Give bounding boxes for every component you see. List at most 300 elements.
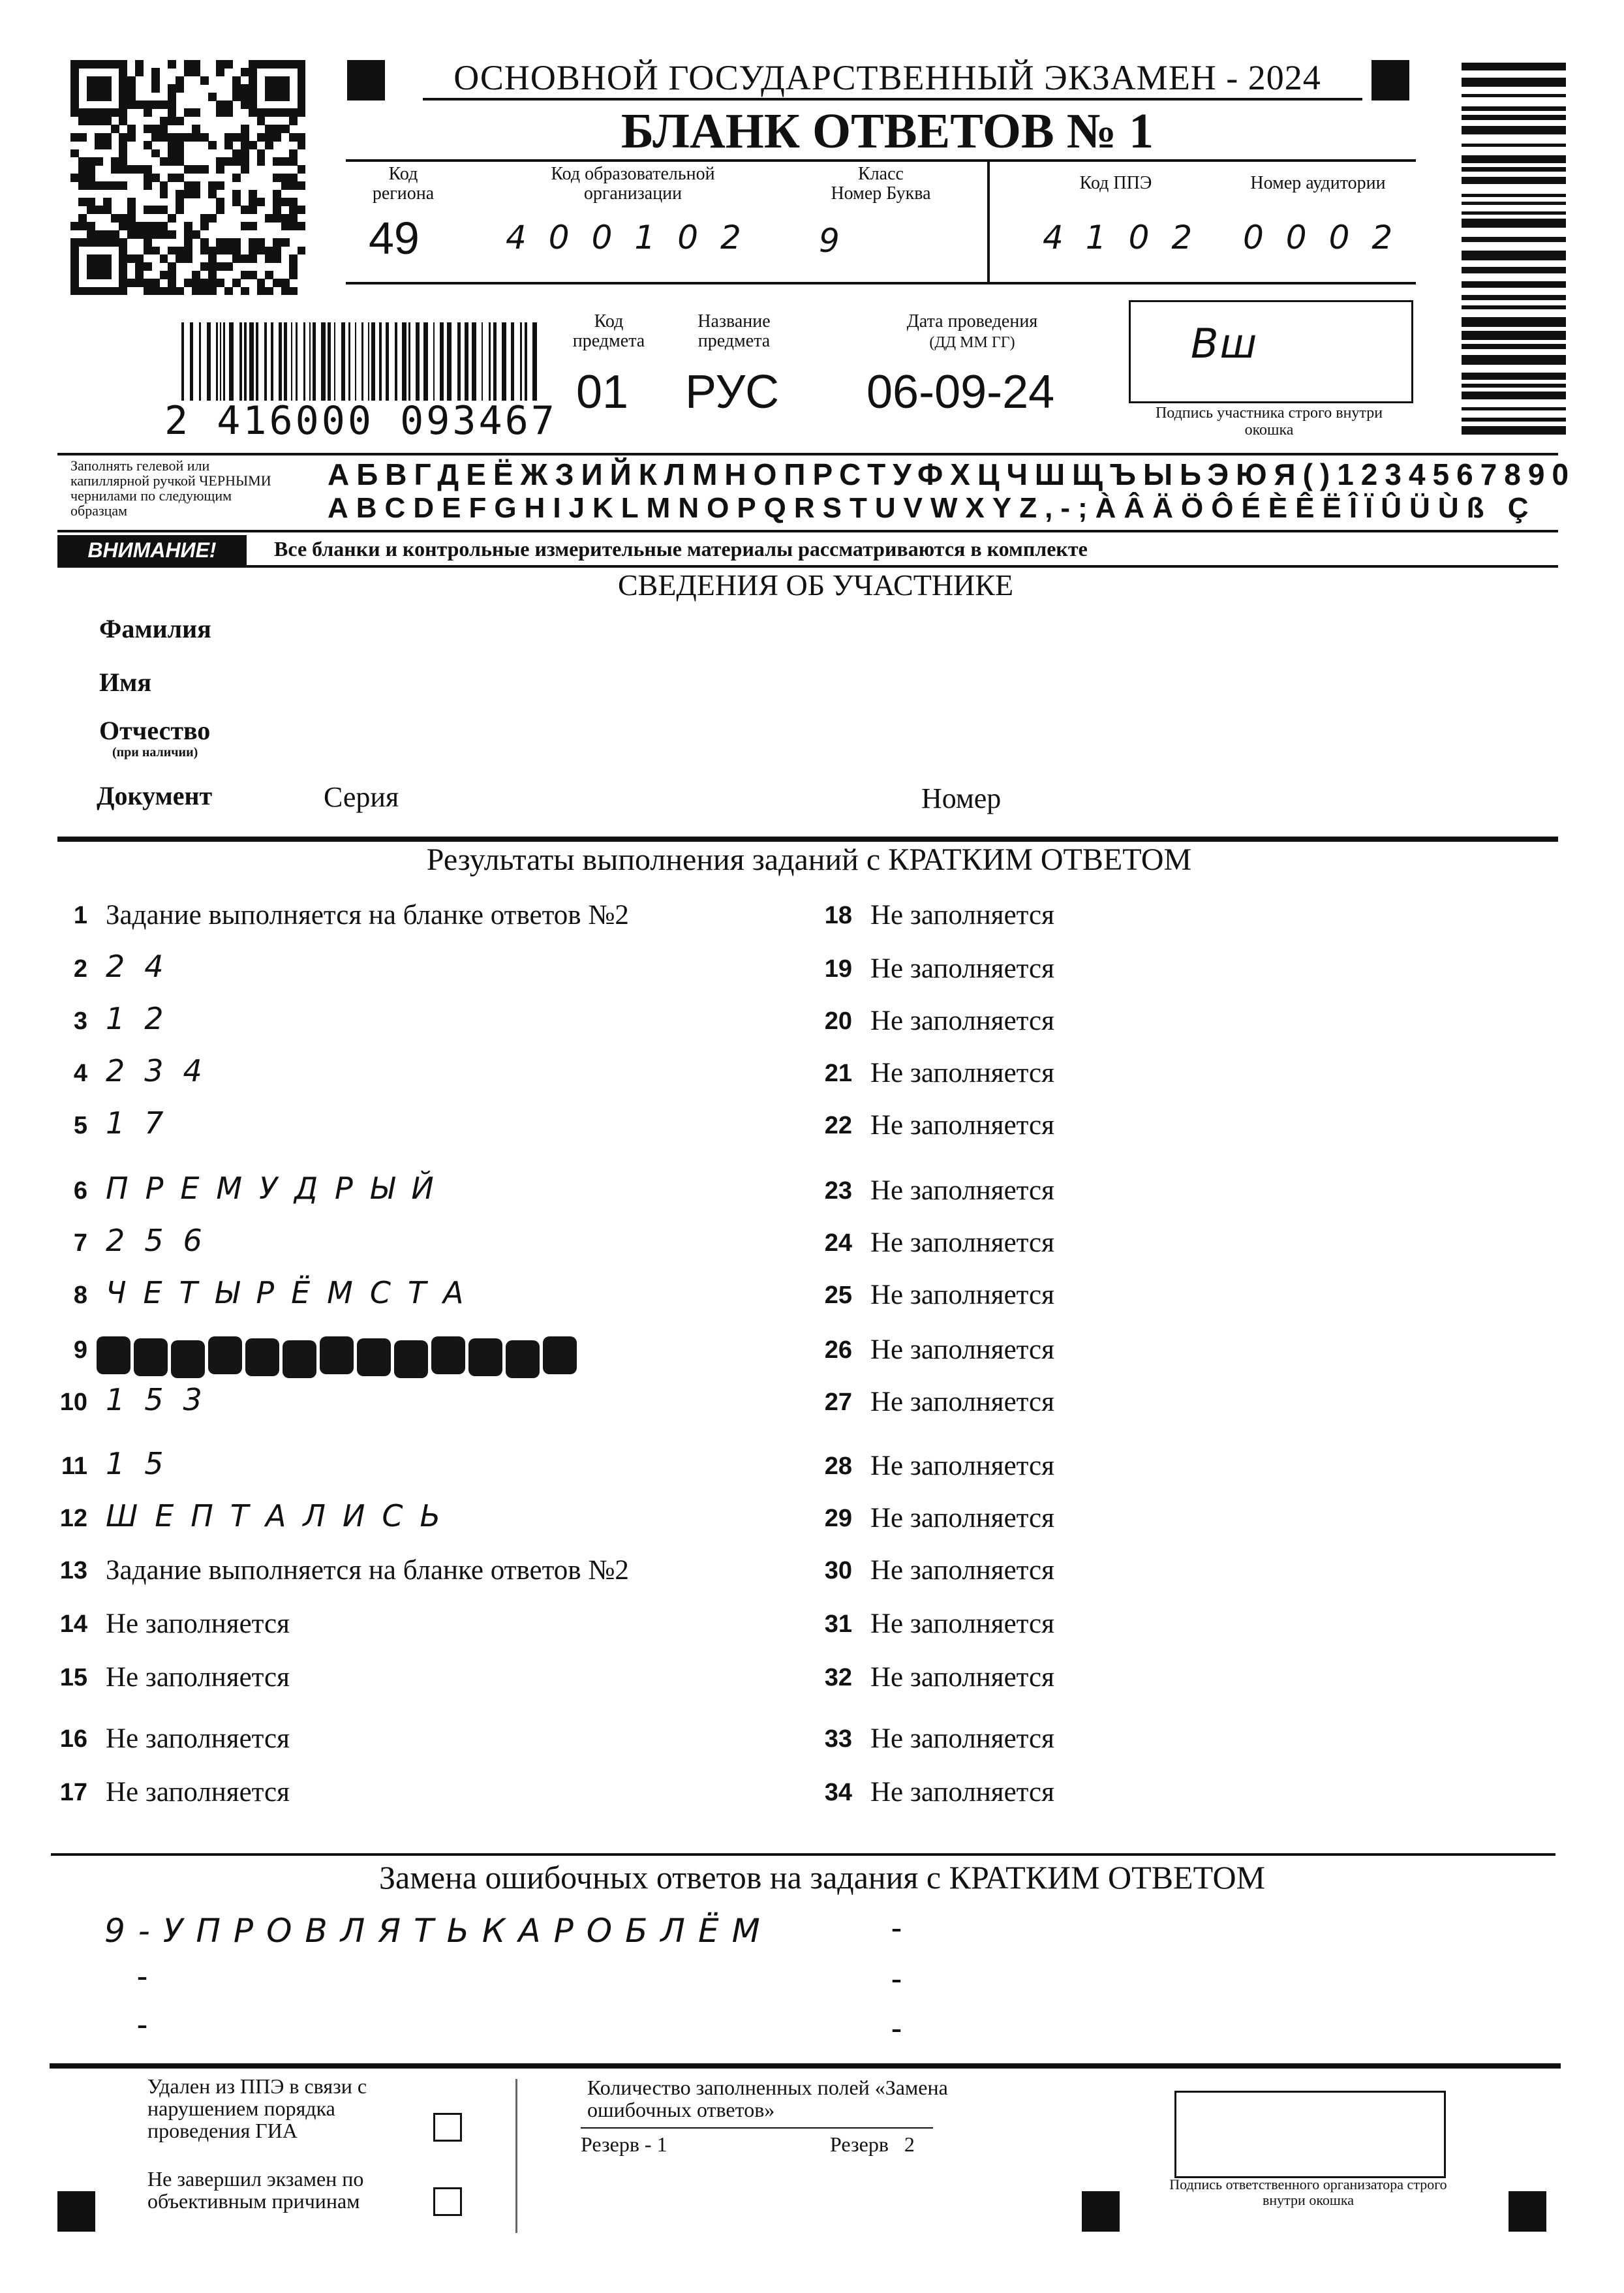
- side-barcode-bar: [1462, 407, 1566, 410]
- qr-module: [78, 60, 87, 69]
- main-barcode-bar: [279, 322, 282, 401]
- qr-module: [249, 60, 257, 69]
- redaction-blob: [357, 1338, 391, 1376]
- qr-module: [127, 100, 136, 109]
- qr-module: [160, 254, 168, 263]
- side-barcode-bar: [1462, 219, 1566, 228]
- qr-module: [135, 230, 144, 239]
- qr-module: [265, 254, 273, 263]
- samples-bottom-rule: [57, 530, 1558, 532]
- main-barcode-bar: [321, 322, 326, 401]
- right-task-answer: Не заполняется: [870, 1280, 1054, 1310]
- qr-module: [87, 60, 95, 69]
- qr-module: [265, 271, 273, 279]
- qr-module: [168, 262, 176, 271]
- qr-module: [127, 214, 136, 223]
- qr-module: [265, 141, 273, 149]
- left-task-number: 1: [73, 902, 87, 929]
- main-barcode-bar: [525, 322, 527, 401]
- replacement-bottom-rule: [50, 2063, 1561, 2069]
- qr-module: [111, 287, 119, 296]
- main-barcode-bar: [244, 322, 247, 401]
- qr-module: [103, 60, 112, 69]
- qr-module: [249, 247, 257, 255]
- qr-module: [144, 174, 152, 182]
- reserve-1: Резерв - 1: [581, 2132, 667, 2156]
- qr-module: [168, 60, 176, 69]
- main-barcode-bar: [249, 322, 254, 401]
- left-task-answer: Не заполняется: [106, 1662, 290, 1693]
- replacement-dash-3-right: -: [891, 2010, 902, 2045]
- qr-module: [216, 262, 224, 271]
- qr-module: [241, 254, 249, 263]
- side-barcode-bar: [1462, 344, 1566, 349]
- qr-module: [70, 149, 79, 158]
- qr-module: [241, 222, 249, 230]
- qr-module: [281, 214, 290, 223]
- right-task-number: 24: [824, 1229, 852, 1257]
- qr-module: [176, 287, 184, 296]
- qr-module: [281, 174, 290, 182]
- qr-module: [103, 108, 112, 117]
- qr-module: [192, 165, 200, 174]
- qr-module: [298, 222, 306, 230]
- qr-module: [281, 287, 290, 296]
- qr-module: [281, 222, 290, 230]
- region-value: 49: [369, 213, 420, 264]
- replacement-dash-1-right: -: [891, 1910, 902, 1945]
- qr-module: [273, 214, 281, 223]
- qr-module: [184, 165, 192, 174]
- qr-module: [95, 262, 103, 271]
- right-task-answer: Не заполняется: [870, 1451, 1054, 1481]
- qr-module: [151, 84, 160, 93]
- qr-module: [119, 287, 127, 296]
- main-barcode-bar: [520, 322, 522, 401]
- main-barcode-bar: [334, 322, 335, 401]
- qr-module: [192, 125, 200, 133]
- qr-module: [95, 254, 103, 263]
- qr-module: [289, 254, 298, 263]
- qr-module: [184, 108, 192, 117]
- qr-module: [151, 125, 160, 133]
- main-barcode-bar: [368, 322, 369, 401]
- right-task-number: 20: [824, 1008, 852, 1035]
- samples-cyrillic: АБВГДЕЁЖЗИЙКЛМНОПРСТУФХЦЧШЩЪЫЬЭЮЯ()1234567890: [328, 457, 1576, 491]
- qr-module: [78, 238, 87, 247]
- surname-label: Фамилия: [99, 614, 211, 643]
- qr-module: [168, 93, 176, 101]
- main-barcode-bar: [229, 322, 234, 401]
- qr-module: [208, 141, 217, 149]
- qr-module: [232, 157, 241, 166]
- qr-module: [184, 133, 192, 142]
- qr-module: [160, 287, 168, 296]
- qr-module: [241, 68, 249, 76]
- org-code-label: Код образовательной организации: [551, 164, 715, 204]
- left-task-answer: Задание выполняется на бланке ответов №2: [106, 1555, 629, 1586]
- main-barcode-bar: [472, 322, 476, 401]
- qr-module: [224, 238, 233, 247]
- qr-module: [176, 117, 184, 125]
- qr-module: [232, 149, 241, 158]
- main-barcode-bar: [220, 322, 221, 401]
- main-barcode-bar: [355, 322, 356, 401]
- qr-module: [232, 198, 241, 206]
- qr-module: [168, 149, 176, 158]
- qr-module: [289, 262, 298, 271]
- main-barcode-bar: [423, 322, 428, 401]
- qr-module: [78, 174, 87, 182]
- qr-module: [273, 84, 281, 93]
- qr-module: [103, 117, 112, 125]
- qr-module: [184, 238, 192, 247]
- subject-name-value: РУС: [685, 366, 780, 418]
- right-task-number: 32: [824, 1664, 852, 1691]
- qr-module: [232, 238, 241, 247]
- qr-module: [119, 254, 127, 263]
- qr-module: [289, 214, 298, 223]
- side-barcode-bar: [1462, 211, 1566, 215]
- left-task-answer: Не заполняется: [106, 1608, 290, 1639]
- qr-module: [241, 84, 249, 93]
- main-barcode-bar: [502, 322, 506, 401]
- class-value: 9: [819, 222, 862, 260]
- redaction-blob: [171, 1340, 205, 1378]
- main-barcode-bar: [465, 322, 468, 401]
- ppe-label: Код ППЭ: [1079, 173, 1152, 193]
- qr-module: [95, 93, 103, 101]
- subject-code-value: 01: [576, 366, 629, 418]
- main-barcode-bar: [328, 322, 331, 401]
- qr-module: [200, 238, 209, 247]
- qr-module: [87, 181, 95, 190]
- side-barcode-bar: [1462, 355, 1566, 365]
- qr-module: [273, 93, 281, 101]
- registration-mark-bottom-right: [1509, 2191, 1546, 2232]
- redaction-blob: [431, 1336, 465, 1374]
- qr-module: [265, 108, 273, 117]
- qr-module: [103, 206, 112, 214]
- qr-module: [200, 262, 209, 271]
- right-task-answer: Не заполняется: [870, 1387, 1054, 1417]
- qr-module: [127, 230, 136, 239]
- qr-module: [289, 181, 298, 190]
- results-bottom-rule: [51, 1853, 1555, 1856]
- qr-module: [95, 271, 103, 279]
- qr-module: [78, 181, 87, 190]
- qr-module: [298, 68, 306, 76]
- qr-module: [200, 165, 209, 174]
- qr-module: [119, 262, 127, 271]
- left-task-answer: 17: [106, 1105, 183, 1141]
- side-barcode-bar: [1462, 237, 1566, 242]
- main-barcode-bar: [271, 322, 273, 401]
- barcode-digits: 2 416000 093467: [164, 398, 557, 444]
- warning-badge: ВНИМАНИЕ!: [57, 535, 247, 565]
- left-task-answer: ШЕПТАЛИСЬ: [106, 1498, 458, 1533]
- qr-module: [70, 174, 79, 182]
- qr-module: [200, 287, 209, 296]
- right-task-answer: Не заполняется: [870, 1503, 1054, 1533]
- left-task-number: 4: [73, 1060, 87, 1087]
- qr-module: [208, 262, 217, 271]
- qr-module: [119, 157, 127, 166]
- main-barcode-bar: [493, 322, 497, 401]
- main-barcode-bar: [296, 322, 298, 401]
- qr-module: [289, 271, 298, 279]
- qr-module: [103, 84, 112, 93]
- qr-module: [87, 287, 95, 296]
- qr-module: [111, 125, 119, 133]
- qr-module: [70, 133, 79, 142]
- qr-module: [249, 222, 257, 230]
- qr-module: [249, 141, 257, 149]
- qr-module: [70, 108, 79, 117]
- left-task-answer: Задание выполняется на бланке ответов №2: [106, 900, 629, 931]
- qr-module: [95, 84, 103, 93]
- qr-module: [257, 247, 266, 255]
- org-code-value: 400102: [506, 219, 763, 256]
- qr-module: [289, 287, 298, 296]
- main-barcode-bar: [416, 322, 420, 401]
- qr-module: [249, 198, 257, 206]
- qr-module: [273, 133, 281, 142]
- qr-module: [281, 108, 290, 117]
- qr-module: [281, 157, 290, 166]
- qr-module: [289, 206, 298, 214]
- qr-module: [144, 141, 152, 149]
- main-barcode-bar: [489, 322, 491, 401]
- main-barcode-bar: [402, 322, 406, 401]
- qr-module: [224, 247, 233, 255]
- qr-module: [273, 206, 281, 214]
- qr-module: [70, 238, 79, 247]
- qr-module: [119, 76, 127, 85]
- qr-module: [151, 76, 160, 85]
- qr-module: [70, 271, 79, 279]
- qr-module: [87, 93, 95, 101]
- not-finished-checkbox[interactable]: [433, 2187, 462, 2216]
- qr-module: [151, 287, 160, 296]
- qr-module: [111, 108, 119, 117]
- qr-module: [208, 181, 217, 190]
- registration-mark-bottom-mid: [1082, 2191, 1120, 2232]
- qr-module: [78, 157, 87, 166]
- left-task-number: 3: [73, 1008, 87, 1035]
- date-value: 06-09-24: [866, 366, 1055, 418]
- date-format: (ДД ММ ГГ): [929, 334, 1015, 351]
- main-barcode-bar: [181, 322, 184, 401]
- right-task-answer: Не заполняется: [870, 1608, 1054, 1639]
- left-task-number: 12: [59, 1505, 87, 1532]
- participant-section-title: СВЕДЕНИЯ ОБ УЧАСТНИКЕ: [617, 568, 1014, 602]
- main-barcode-bar: [447, 322, 452, 401]
- left-task-answer: 234: [106, 1053, 222, 1088]
- side-barcode-bar: [1462, 63, 1566, 70]
- qr-module: [87, 84, 95, 93]
- qr-module: [216, 68, 224, 76]
- participant-signature-box[interactable]: [1129, 300, 1413, 403]
- qr-module: [289, 222, 298, 230]
- qr-module: [200, 133, 209, 142]
- qr-module: [273, 279, 281, 287]
- qr-module: [224, 100, 233, 109]
- qr-module: [265, 214, 273, 223]
- qr-module: [103, 238, 112, 247]
- qr-module: [87, 206, 95, 214]
- qr-module: [144, 125, 152, 133]
- qr-module: [87, 238, 95, 247]
- qr-module: [192, 279, 200, 287]
- qr-module: [95, 157, 103, 166]
- side-barcode-bar: [1462, 384, 1566, 388]
- main-barcode-bar: [190, 322, 193, 401]
- qr-module: [176, 76, 184, 85]
- side-barcode-bar: [1462, 144, 1566, 147]
- qr-module: [241, 93, 249, 101]
- qr-module: [224, 108, 233, 117]
- qr-module: [95, 60, 103, 69]
- qr-module: [232, 76, 241, 85]
- main-barcode-bar: [511, 322, 514, 401]
- qr-module: [192, 181, 200, 190]
- qr-module: [257, 108, 266, 117]
- qr-module: [119, 100, 127, 109]
- left-task-answer: ПРЕМУДРЫЙ: [106, 1171, 451, 1206]
- main-barcode-bar: [284, 322, 287, 401]
- qr-module: [103, 198, 112, 206]
- number-label: Номер: [921, 782, 1002, 814]
- qr-module: [241, 125, 249, 133]
- qr-module: [241, 141, 249, 149]
- left-task-answer: Не заполняется: [106, 1777, 290, 1808]
- qr-module: [127, 125, 136, 133]
- date-label: Дата проведения: [906, 311, 1038, 331]
- qr-module: [176, 84, 184, 93]
- qr-module: [298, 247, 306, 255]
- qr-module: [232, 279, 241, 287]
- qr-module: [168, 117, 176, 125]
- qr-module: [273, 157, 281, 166]
- qr-module: [127, 279, 136, 287]
- qr-module: [135, 222, 144, 230]
- qr-module: [241, 271, 249, 279]
- right-task-answer: Не заполняется: [870, 1227, 1054, 1258]
- side-barcode-bar: [1462, 418, 1566, 422]
- qr-module: [216, 165, 224, 174]
- qr-module: [70, 60, 79, 69]
- qr-module: [111, 60, 119, 69]
- qr-module: [265, 76, 273, 85]
- main-barcode-bar: [348, 322, 350, 401]
- qr-module: [281, 238, 290, 247]
- qr-module: [160, 133, 168, 142]
- qr-module: [249, 271, 257, 279]
- qr-module: [273, 198, 281, 206]
- qr-module: [192, 190, 200, 198]
- main-barcode-bar: [239, 322, 242, 401]
- qr-module: [241, 157, 249, 166]
- qr-module: [192, 133, 200, 142]
- qr-module: [95, 238, 103, 247]
- qr-module: [273, 125, 281, 133]
- side-barcode-bar: [1462, 281, 1566, 288]
- qr-module: [224, 287, 233, 296]
- qr-module: [87, 117, 95, 125]
- qr-module: [273, 174, 281, 182]
- side-barcode: [1462, 63, 1566, 441]
- organizer-signature-box[interactable]: [1174, 2091, 1446, 2178]
- qr-module: [232, 133, 241, 142]
- qr-module: [184, 60, 192, 69]
- qr-module: [160, 100, 168, 109]
- left-task-answer: 12: [106, 1001, 183, 1036]
- qr-module: [265, 93, 273, 101]
- qr-module: [298, 84, 306, 93]
- qr-module: [176, 149, 184, 158]
- qr-module: [289, 108, 298, 117]
- qr-module: [273, 247, 281, 255]
- side-barcode-bar: [1462, 177, 1566, 184]
- replacement-count-rule: [581, 2127, 933, 2129]
- results-section-title: Результаты выполнения заданий с КРАТКИМ ОТВЕТОМ: [426, 842, 1192, 877]
- qr-module: [70, 76, 79, 85]
- class-label: Класс Номер Буква: [831, 164, 931, 204]
- qr-module: [144, 262, 152, 271]
- qr-module: [78, 214, 87, 223]
- qr-module: [119, 247, 127, 255]
- qr-module: [87, 262, 95, 271]
- qr-module: [144, 181, 152, 190]
- qr-module: [281, 93, 290, 101]
- right-task-answer: Не заполняется: [870, 1777, 1054, 1808]
- qr-module: [298, 100, 306, 109]
- replacement-section-title: Замена ошибочных ответов на задания с КРАТКИМ ОТВЕТОМ: [378, 1859, 1266, 1896]
- qr-module: [168, 84, 176, 93]
- qr-module: [289, 60, 298, 69]
- qr-module: [151, 206, 160, 214]
- qr-module: [168, 100, 176, 109]
- title-underline: [423, 98, 1362, 100]
- right-task-number: 28: [824, 1453, 852, 1480]
- qr-module: [289, 117, 298, 125]
- qr-module: [103, 76, 112, 85]
- removed-checkbox[interactable]: [433, 2113, 462, 2142]
- main-barcode-bar: [309, 322, 311, 401]
- left-task-number: 16: [59, 1725, 87, 1753]
- qr-module: [127, 93, 136, 101]
- main-barcode: [181, 322, 534, 401]
- redacted-answer-9: [97, 1336, 579, 1378]
- qr-module: [192, 230, 200, 239]
- qr-module: [135, 262, 144, 271]
- qr-module: [200, 76, 209, 85]
- exam-title: ОСНОВНОЙ ГОСУДАРСТВЕННЫЙ ЭКЗАМЕН - 2024: [453, 58, 1321, 97]
- left-task-number: 7: [73, 1229, 87, 1257]
- qr-module: [87, 222, 95, 230]
- side-barcode-bar: [1462, 106, 1566, 111]
- qr-module: [298, 141, 306, 149]
- left-task-number: 6: [73, 1177, 87, 1205]
- qr-module: [111, 165, 119, 174]
- qr-module: [216, 181, 224, 190]
- qr-module: [216, 100, 224, 109]
- main-barcode-bar: [223, 322, 225, 401]
- left-task-number: 5: [73, 1112, 87, 1139]
- qr-module: [200, 222, 209, 230]
- removed-label: Удален из ППЭ в связи с нарушением порядка проведения ГИА: [147, 2074, 367, 2142]
